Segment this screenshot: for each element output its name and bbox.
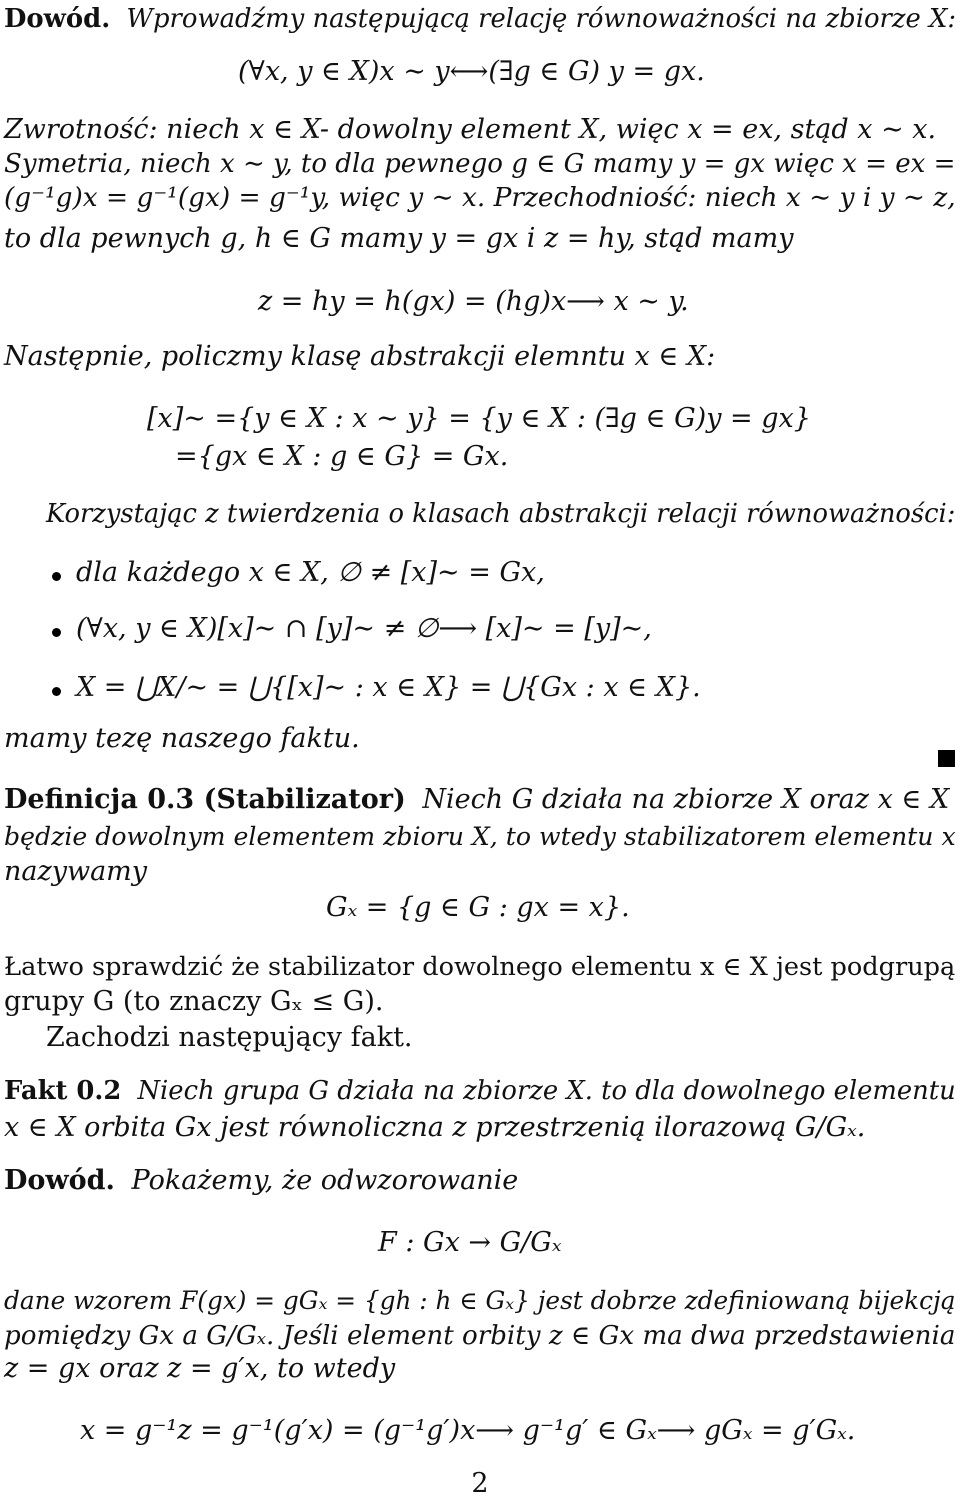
proof-label: Dowód.	[4, 1165, 115, 1196]
bullet-icon	[52, 628, 61, 637]
proof2-line-2: pomiędzy Gx a G/Gₓ. Jeśli element orbity z ∈ Gx ma dwa przedstawienia	[4, 1321, 956, 1351]
definition-line-3: nazywamy	[4, 856, 148, 887]
bullet-icon	[52, 572, 61, 581]
final-equation: x = g⁻¹z = g⁻¹(g′x) = (g⁻¹g′)x⟶ g⁻¹g′ ∈ Gₓ⟶ gGₓ = g′Gₓ.	[80, 1415, 856, 1446]
fact-text: Niech grupa G działa na zbiorze X. to dla dowolnego elementu	[137, 1076, 956, 1106]
proof-paragraph-2	[4, 1164, 518, 1198]
proof-conclusion: mamy tezę naszego faktu.	[4, 723, 360, 754]
class-equation-2: ={gx ∈ X : g ∈ G} = Gx.	[175, 441, 509, 472]
qed-square-icon	[938, 750, 955, 767]
definition-label: Definicja 0.3 (Stabilizator)	[4, 784, 406, 815]
definition-line-1	[4, 783, 949, 817]
stabilizer-formula: Gₓ = {g ∈ G : gx = x}.	[326, 892, 630, 923]
class-intro: Następnie, policzmy klasę abstrakcji elemntu x ∈ X:	[4, 341, 716, 372]
map-formula: F : Gx → G/Gₓ	[378, 1227, 562, 1258]
equivalence-relation-formula: (∀x, y ∈ X)x ∼ y⟷(∃g ∈ G) y = gx.	[238, 56, 705, 87]
symmetry-line: Symetria, niech x ∼ y, to dla pewnego g ∈ G mamy y = gx więc x = ex =	[4, 149, 956, 179]
remark-line-1: Łatwo sprawdzić że stabilizator dowolnego elementu x ∈ X jest podgrupą	[4, 952, 956, 982]
proof-intro: Pokażemy, że odwzorowanie	[131, 1165, 519, 1196]
transitivity-line-2: to dla pewnych g, h ∈ G mamy y = gx i z = hy, stąd mamy	[4, 223, 794, 254]
page-number: 2	[471, 1468, 489, 1499]
proof-paragraph-1	[4, 2, 956, 36]
definition-line-2: będzie dowolnym elementem zbioru X, to wtedy stabilizatorem elementu x	[4, 822, 956, 851]
fact-line-2: x ∈ X orbita Gx jest równoliczna z przestrzenią ilorazową G/Gₓ.	[4, 1112, 866, 1143]
bullet-item-3: X = ⋃X/∼ = ⋃{[x]∼ : x ∈ X} = ⋃{Gx : x ∈ X}.	[76, 672, 701, 703]
remark-line-2: grupy G (to znaczy Gₓ ≤ G).	[4, 986, 384, 1017]
reflexivity-line: Zwrotność: niech x ∈ X- dowolny element X, więc x = ex, stąd x ∼ x.	[4, 114, 937, 145]
transitivity-line: (g⁻¹g)x = g⁻¹(gx) = g⁻¹y, więc y ∼ x. Przechodniość: niech x ∼ y i y ∼ z,	[4, 183, 956, 213]
bullet-item-2: (∀x, y ∈ X)[x]∼ ∩ [y]∼ ≠ ∅⟶ [x]∼ = [y]∼,	[76, 613, 652, 644]
proof-label: Dowód.	[4, 4, 111, 34]
transitivity-equation: z = hy = h(gx) = (hg)x⟶ x ∼ y.	[258, 286, 689, 317]
remark-line-3: Zachodzi następujący fakt.	[46, 1022, 413, 1053]
bullet-icon	[52, 687, 61, 696]
bullet-item-1: dla każdego x ∈ X, ∅ ≠ [x]∼ = Gx,	[76, 557, 545, 588]
class-equation-1: [x]∼ ={y ∈ X : x ∼ y} = {y ∈ X : (∃g ∈ G)y = gx}	[147, 403, 811, 434]
fact-line-1	[4, 1074, 956, 1108]
proof-intro: Wprowadźmy następującą relację równoważności na zbiorze X:	[126, 4, 957, 34]
theorem-intro: Korzystając z twierdzenia o klasach abstrakcji relacji równoważności:	[46, 499, 956, 529]
fact-label: Fakt 0.2	[4, 1076, 122, 1106]
proof2-line-1: dane wzorem F(gx) = gGₓ = {gh : h ∈ Gₓ} jest dobrze zdefiniowaną bijekcją	[4, 1286, 956, 1315]
proof2-line-3: z = gx oraz z = g′x, to wtedy	[4, 1353, 396, 1384]
definition-text: Niech G działa na zbiorze X oraz x ∈ X	[422, 784, 950, 815]
